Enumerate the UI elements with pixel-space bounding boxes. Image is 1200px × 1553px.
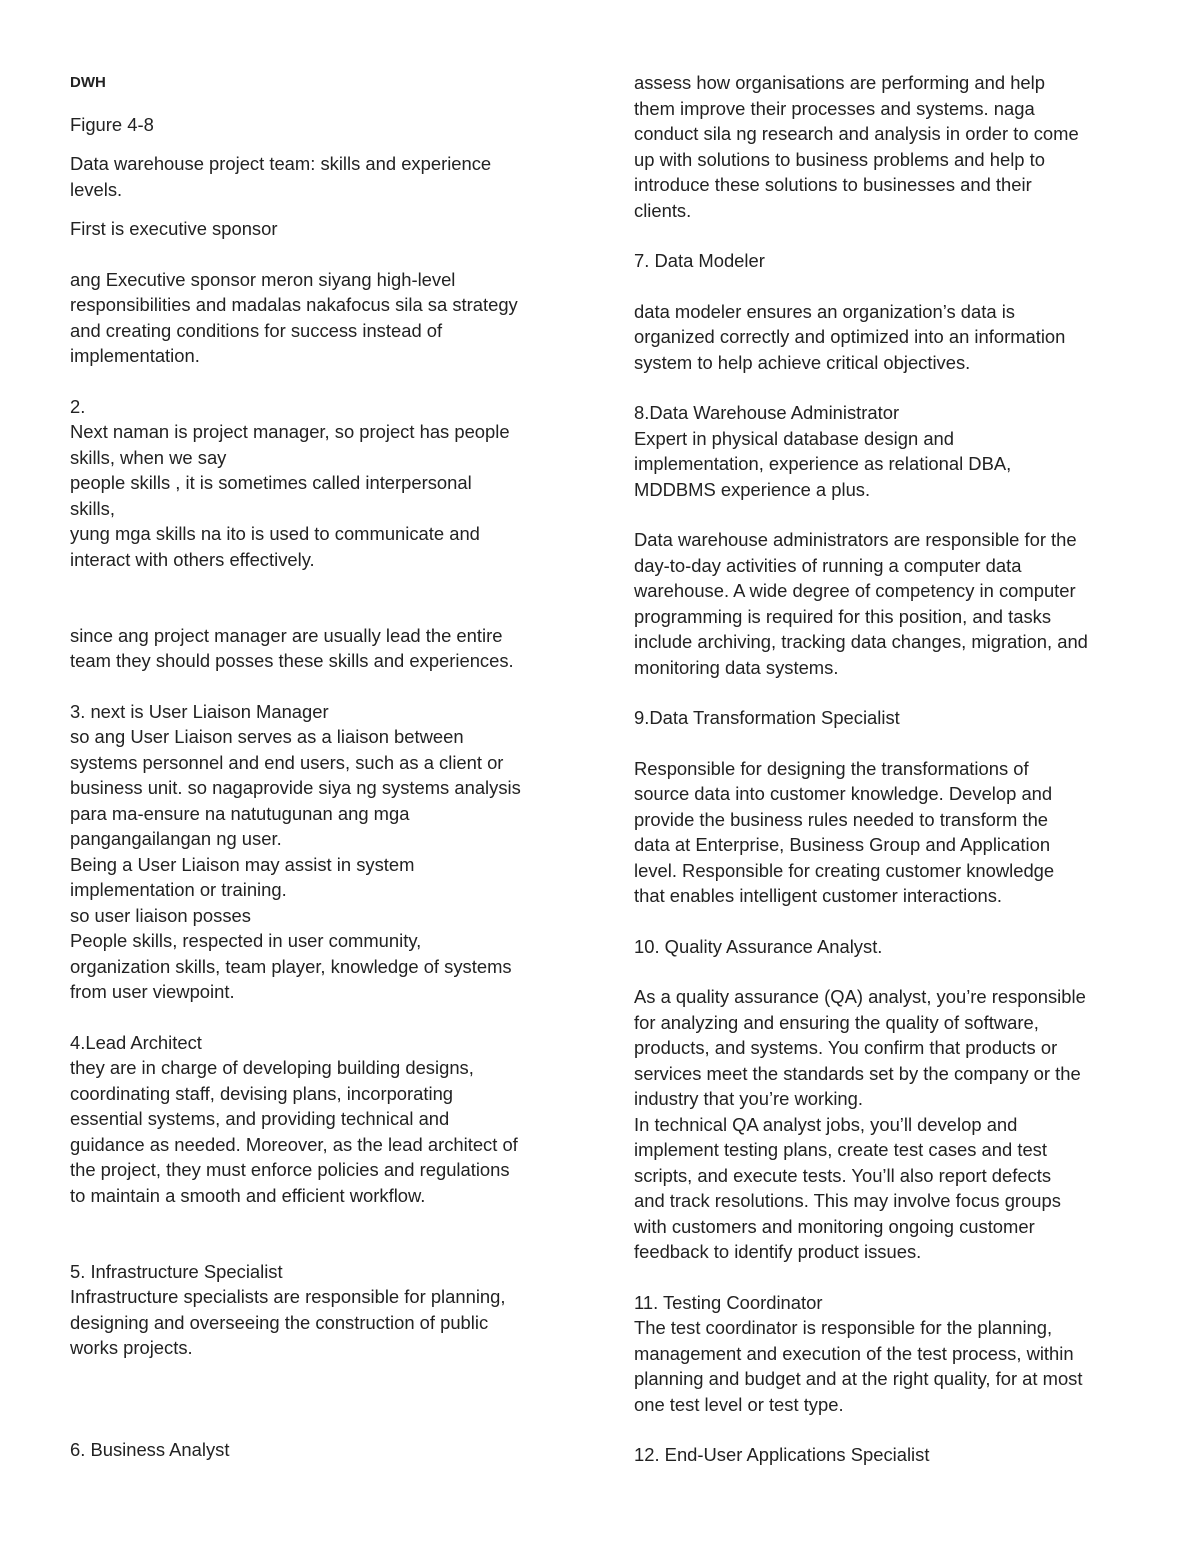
text-line [70, 1233, 570, 1259]
text-line: 9.Data Transformation Specialist [634, 707, 900, 728]
text-line: from user viewpoint. [70, 981, 235, 1002]
text-line: organized correctly and optimized into an information [634, 326, 1066, 347]
text-line: since ang project manager are usually lead the entire [70, 624, 503, 646]
text-line: 2. [70, 395, 86, 417]
text-line: one test level or test type. [634, 1393, 844, 1415]
text-line: day-to-day activities of running a computer data [634, 554, 1022, 576]
text-line: products, and systems. You confirm that products or [634, 1037, 1058, 1058]
text-line: implementation. [70, 345, 200, 366]
text-line: The test coordinator is responsible for the planning, [634, 1317, 1053, 1338]
text-line: monitoring data systems. [634, 656, 839, 678]
paragraph [70, 267, 570, 369]
text-line: programming is required for this position, and tasks [634, 605, 1052, 627]
text-line: Next naman is project manager, so project has people [70, 421, 510, 442]
text-line: ang Executive sponsor meron siyang high-level [70, 268, 456, 290]
right-column [634, 70, 1134, 1468]
text-line: they are in charge of developing building designs, [70, 1057, 474, 1078]
text-line: systems personnel and end users, such as a client or [70, 751, 504, 773]
text-line: business unit. so nagaprovide siya ng systems analysis [70, 777, 521, 798]
text-line: introduce these solutions to businesses and their [634, 174, 1032, 195]
text-line: team they should posses these skills and experiences. [70, 650, 514, 671]
text-line: data modeler ensures an organization’s data is [634, 300, 1015, 322]
text-line: 11. Testing Coordinator [634, 1291, 823, 1313]
text-line: and creating conditions for success instead of [70, 319, 443, 341]
paragraph [70, 597, 570, 674]
text-line: MDDBMS experience a plus. [634, 478, 871, 500]
paragraph [70, 1386, 570, 1463]
text-line: and track resolutions. This may involve focus groups [634, 1190, 1061, 1211]
text-line: works projects. [70, 1337, 193, 1358]
paragraph [70, 1030, 570, 1209]
text-line: yung mga skills na ito is used to communicate and [70, 523, 480, 544]
text-line: 6. Business Analyst [70, 1438, 230, 1460]
text-line: planning and budget and at the right quality, for at most [634, 1368, 1083, 1389]
document-title: DWH [70, 74, 106, 91]
text-line: that enables intelligent customer interactions. [634, 885, 1003, 906]
text-line: 8.Data Warehouse Administrator [634, 402, 900, 423]
text-line: First is executive sponsor [70, 218, 278, 239]
text-line: warehouse. A wide degree of competency in computer [634, 580, 1076, 601]
text-line: interact with others effectively. [70, 548, 315, 570]
text-line: implementation, experience as relational DBA, [634, 453, 1012, 474]
paragraph [70, 699, 570, 1005]
text-line: Responsible for designing the transformations of [634, 757, 1029, 779]
paragraph [634, 527, 1134, 680]
text-line: 5. Infrastructure Specialist [70, 1260, 283, 1282]
text-line: 10. Quality Assurance Analyst. [634, 935, 883, 957]
text-line: coordinating staff, devising plans, incorporating [70, 1082, 454, 1104]
text-line: 12. End-User Applications Specialist [634, 1444, 930, 1465]
text-line: with customers and monitoring ongoing customer [634, 1215, 1035, 1237]
text-line: 3. next is User Liaison Manager [70, 700, 329, 722]
text-line: essential systems, and providing technical and [70, 1108, 450, 1129]
text-line: levels. [70, 178, 123, 200]
text-line: designing and overseeing the construction of public [70, 1311, 489, 1333]
text-line: system to help achieve critical objectives. [634, 351, 971, 373]
text-line: scripts, and execute tests. You’ll also report defects [634, 1164, 1052, 1186]
text-line: Expert in physical database design and [634, 427, 955, 449]
paragraph [70, 1233, 570, 1361]
text-line: Infrastructure specialists are responsible for planning, [70, 1286, 506, 1307]
text-line: skills, [70, 497, 115, 519]
paragraph [70, 112, 570, 138]
text-line: people skills , it is sometimes called interpersonal [70, 472, 472, 493]
text-line: guidance as needed. Moreover, as the lead architect of [70, 1133, 518, 1155]
text-line: implement testing plans, create test cases and test [634, 1139, 1047, 1160]
text-line: data at Enterprise, Business Group and Application [634, 834, 1051, 855]
text-line: the project, they must enforce policies and regulations [70, 1159, 510, 1180]
text-line: Figure 4-8 [70, 113, 154, 135]
text-line [70, 1411, 570, 1437]
text-line: responsibilities and madalas nakafocus sila sa strategy [70, 294, 518, 315]
text-line: provide the business rules needed to transform the [634, 808, 1049, 830]
text-line: so user liaison posses [70, 904, 251, 926]
text-line: 4.Lead Architect [70, 1031, 202, 1053]
text-line: level. Responsible for creating customer knowledge [634, 859, 1055, 881]
text-line: to maintain a smooth and efficient workflow. [70, 1184, 426, 1206]
text-line: so ang User Liaison serves as a liaison between [70, 726, 464, 747]
text-line: implementation or training. [70, 879, 287, 900]
text-line: industry that you’re working. [634, 1088, 863, 1109]
text-line: 7. Data Modeler [634, 250, 765, 271]
paragraph [634, 1442, 1134, 1468]
text-line: for analyzing and ensuring the quality of software, [634, 1011, 1039, 1033]
text-line: assess how organisations are performing and help [634, 72, 1045, 93]
text-line: para ma-ensure na natutugunan ang mga [70, 802, 410, 824]
text-line: As a quality assurance (QA) analyst, you’re responsible [634, 986, 1086, 1007]
text-line: pangangailangan ng user. [70, 828, 282, 849]
text-line [70, 597, 570, 623]
text-line: Data warehouse project team: skills and experience [70, 153, 492, 174]
text-line: up with solutions to business problems and help to [634, 148, 1045, 170]
paragraph [634, 70, 1134, 223]
text-line: management and execution of the test process, within [634, 1342, 1074, 1364]
paragraph [634, 400, 1134, 502]
paragraph [634, 299, 1134, 376]
text-line: source data into customer knowledge. Develop and [634, 783, 1053, 804]
paragraph [634, 705, 1134, 731]
text-line: them improve their processes and systems. naga [634, 97, 1035, 119]
paragraph [634, 248, 1134, 274]
text-line: skills, when we say [70, 446, 227, 468]
text-line: include archiving, tracking data changes, migration, and [634, 631, 1088, 652]
paragraph [634, 934, 1134, 960]
text-line: Data warehouse administrators are responsible for the [634, 529, 1077, 550]
paragraph [70, 151, 570, 202]
text-line: In technical QA analyst jobs, you’ll develop and [634, 1113, 1018, 1135]
text-line: conduct sila ng research and analysis in order to come [634, 123, 1079, 144]
text-line: feedback to identify product issues. [634, 1241, 922, 1262]
text-line: clients. [634, 199, 692, 221]
paragraph [70, 394, 570, 573]
text-line: Being a User Liaison may assist in system [70, 853, 415, 875]
paragraph [634, 984, 1134, 1265]
text-line: organization skills, team player, knowledge of systems [70, 955, 512, 977]
text-line: People skills, respected in user community, [70, 930, 422, 951]
paragraph [634, 1290, 1134, 1418]
left-column [70, 70, 570, 1462]
paragraph [70, 216, 570, 242]
paragraph [634, 756, 1134, 909]
text-line: services meet the standards set by the company or the [634, 1062, 1081, 1084]
text-line [70, 1386, 570, 1412]
